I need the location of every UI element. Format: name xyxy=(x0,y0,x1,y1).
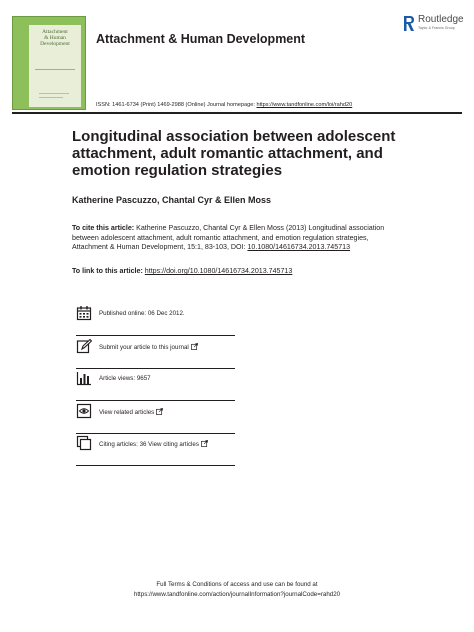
row-divider xyxy=(76,465,235,466)
pencil-icon xyxy=(76,338,92,354)
related-articles-link[interactable] xyxy=(99,408,163,416)
bar-chart-icon xyxy=(76,370,92,386)
article-link-line xyxy=(72,267,392,275)
citing-articles-icon xyxy=(76,435,92,451)
footer-terms-text: Full Terms & Conditions of access and use can be found at xyxy=(156,581,318,588)
row-divider xyxy=(76,400,235,401)
footer xyxy=(0,580,474,599)
article-authors: Katherine Pascuzzo, Chantal Cyr & Ellen Moss xyxy=(72,195,272,205)
footer-terms-link[interactable]: https://www.tandfonline.com/action/journalInformation?journalCode=rahd20 xyxy=(133,590,341,598)
article-title: Longitudinal association between adolescent attachment, adult romantic attachment, and emotion regulation strategies xyxy=(72,128,396,179)
publisher-subtitle: Taylor & Francis Group xyxy=(418,26,455,30)
related-articles-label: View related articles xyxy=(99,409,155,416)
citation-text: Katherine Pascuzzo, Chantal Cyr & Ellen Moss (2013) Longitudinal association between adolescent attachment, adult romantic attachment, and emotion regulation strategies, Attachment & Human Development, 15:1, 83-103, DOI: xyxy=(72,224,385,252)
related-row[interactable] xyxy=(76,403,236,435)
article-views: Article views: 9657 xyxy=(99,375,151,382)
citing-articles-link[interactable] xyxy=(99,440,208,448)
article-doi-link[interactable]: https://doi.org/10.1080/14616734.2013.745713 xyxy=(144,267,293,275)
publisher-logo xyxy=(403,14,467,34)
views-row xyxy=(76,370,236,402)
link-label: To link to this article: xyxy=(72,267,145,275)
row-divider xyxy=(76,433,235,434)
submit-article-link[interactable] xyxy=(99,343,198,351)
row-divider xyxy=(76,335,235,336)
issn-text: ISSN: 1461-6734 (Print) 1469-2988 (Online) Journal homepage: xyxy=(96,102,257,108)
published-date: Published online: 06 Dec 2012. xyxy=(99,310,185,317)
issn-line xyxy=(96,102,352,108)
cover-title: Attachment & Human Development xyxy=(40,29,70,47)
citation-label: To cite this article: xyxy=(72,224,135,232)
doi-link[interactable]: 10.1080/14616734.2013.745713 xyxy=(247,243,351,252)
cover-line xyxy=(39,93,69,94)
header-divider xyxy=(12,112,462,114)
citation-block xyxy=(72,224,392,253)
external-link-icon xyxy=(201,440,208,447)
citing-row[interactable] xyxy=(76,435,236,467)
cover-rule xyxy=(35,69,75,70)
routledge-logo-icon xyxy=(403,14,415,32)
row-divider xyxy=(76,368,235,369)
journal-title[interactable]: Attachment & Human Development xyxy=(96,32,306,46)
cover-line xyxy=(39,97,63,98)
calendar-icon xyxy=(76,305,92,321)
external-link-icon xyxy=(191,343,198,350)
external-link-icon xyxy=(156,408,163,415)
submit-article-label: Submit your article to this journal xyxy=(99,344,189,351)
journal-cover-image xyxy=(12,16,86,110)
submit-row[interactable] xyxy=(76,338,236,370)
journal-homepage-link[interactable]: https://www.tandfonline.com/loi/rahd20 xyxy=(256,102,353,108)
citing-articles-label: Citing articles: 36 View citing articles xyxy=(99,441,199,448)
publisher-name: Routledge xyxy=(418,14,464,25)
eye-icon xyxy=(76,403,92,419)
published-row xyxy=(76,305,236,337)
